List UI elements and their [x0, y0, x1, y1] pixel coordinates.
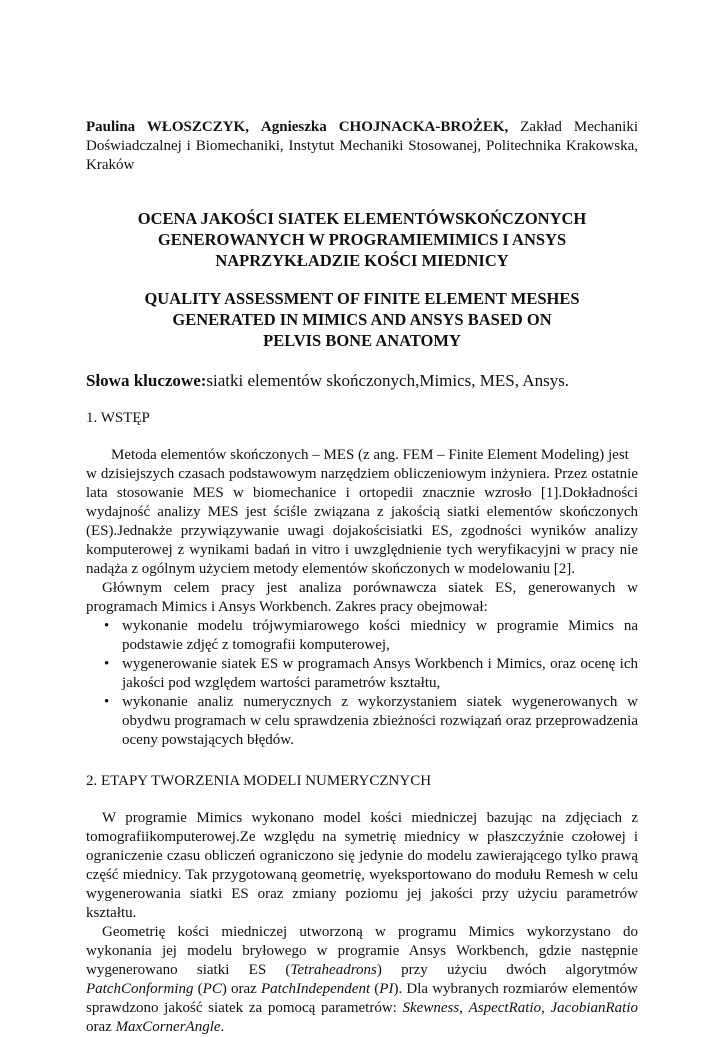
text-run: (: [193, 981, 203, 997]
text-run: ,: [541, 1000, 551, 1016]
italic-term: PC: [202, 981, 222, 997]
list-item-text: wygenerowanie siatek ES w programach Ansys Workbench i Mimics, oraz ocenę ich jakości pod względem wartości parametrów kształtu,: [122, 656, 638, 691]
text-run: .: [220, 1019, 225, 1035]
document-page: [86, 118, 638, 1037]
text-run: ) oraz: [221, 981, 261, 997]
bullet-icon: •: [104, 694, 110, 710]
italic-term: PatchConforming: [86, 981, 194, 997]
keywords: [86, 370, 638, 392]
title-pl-line-1: OCENA JAKOŚCI SIATEK ELEMENTÓWSKOŃCZONYCH: [137, 209, 587, 228]
italic-term: Skewness: [402, 1000, 460, 1016]
author-2: Agnieszka CHOJNACKA-BROŻEK,: [260, 119, 509, 135]
text-run: (: [370, 981, 380, 997]
section-1-heading: 1. WSTĘP: [86, 410, 150, 426]
list-item: [104, 655, 638, 693]
bullet-icon: •: [104, 656, 110, 672]
affiliation: Zakład Mechaniki Doświadczalnej i Biomechaniki, Instytut Mechaniki Stosowanej, Politechnika Krakowska, Kraków: [86, 119, 638, 173]
italic-term: PatchIndependent: [261, 981, 371, 997]
italic-term: MaxCornerAngle: [115, 1019, 221, 1035]
italic-term: JacobianRatio: [550, 1000, 638, 1016]
section-1-paragraph-1: w dzisiejszych czasach podstawowym narzędziem obliczeniowym inżyniera. Przez ostatnie lata stosowanie MES w biomechanice i ortopedii znacznie wzrosło [1].Dokładności wydajność analizy MES jest ściśle związana z jakością siatki elementów skończonych (ES).Jednakże przywiązywanie uwagi dojakościsiatki ES, zgodności wyników analizy komputerowej z wynikami badań in vitro i uwzględnienie tych weryfikacyjni w pracy nie nadąża z ogólnym użyciem metody elementów skończonych w modelowaniu [2].: [86, 466, 638, 577]
italic-term: Tetraheadrons: [290, 962, 377, 978]
author-1: Paulina WŁOSZCZYK,: [86, 119, 249, 135]
text-run: ) przy użyciu dwóch algorytmów: [376, 962, 638, 978]
title-en-line-3: PELVIS BONE ANATOMY: [263, 331, 461, 350]
text-run: oraz: [86, 1019, 116, 1035]
list-item-text: wykonanie analiz numerycznych z wykorzystaniem siatek wygenerowanych w obydwu programach w celu sprawdzenia zbieżności rozwiązań oraz przeprowadzenia oceny powstających błędów.: [122, 694, 638, 748]
section-1-paragraph-2: Głównym celem pracy jest analiza porównawcza siatek ES, generowanych w programach Mimics i Ansys Workbench. Zakres pracy obejmował:: [86, 580, 638, 615]
author-affiliation: [86, 118, 638, 175]
text-run: Geometrię kości miedniczej utworzoną w programu Mimics wykorzystano do wykonania jej modelu bryłowego w programie Ansys Workbench, gdzie następnie wygenerowano siatki ES (: [86, 924, 638, 978]
section-2-paragraph-1: W programie Mimics wykonano model kości miedniczej bazując na zdjęciach z tomografiikomputerowej.Ze względu na symetrię miednicy w płaszczyźnie czołowej i ograniczenie czasu obliczeń ograniczono się jedynie do modelu zawierającego tylko prawą część miednicy. Tak przygotowaną geometrię, wyeksportowano do modułu Remesh w celu wygenerowania siatki ES oraz zmiany poziomu jej jakości przy użyciu parametrów kształtu.: [86, 810, 638, 921]
italic-term: PI: [379, 981, 394, 997]
title-en-line-2: GENERATED IN MIMICS AND ANSYS BASED ON: [172, 310, 552, 329]
title-pl-line-2: GENEROWANYCH W PROGRAMIEMIMICS I ANSYS: [157, 230, 567, 249]
section-1-paragraph-1-line-1: Metoda elementów skończonych – MES (z ang. FEM – Finite Element Modeling) jest: [111, 447, 629, 463]
title-pl-line-3: NAPRZYKŁADZIE KOŚCI MIEDNICY: [215, 251, 509, 270]
section-2-heading: 2. ETAPY TWORZENIA MODELI NUMERYCZNYCH: [86, 773, 432, 789]
list-item-text: wykonanie modelu trójwymiarowego kości miednicy w programie Mimics na podstawie zdjęć z tomografii komputerowej,: [122, 618, 638, 653]
keywords-label: Słowa kluczowe:: [86, 371, 207, 390]
keywords-value: siatki elementów skończonych,Mimics, MES, Ansys.: [206, 371, 570, 390]
scope-list: [86, 617, 638, 750]
title-polish: [86, 208, 638, 271]
bullet-icon: •: [104, 618, 110, 634]
title-en-line-1: QUALITY ASSESSMENT OF FINITE ELEMENT MESHES: [144, 289, 580, 308]
text-run: ,: [459, 1000, 469, 1016]
title-english: [86, 288, 638, 351]
text-run: ). Dla wybranych rozmiarów elementów sprawdzono jakość siatek za pomocą parametrów:: [86, 981, 638, 1016]
section-2-paragraph-2: [86, 923, 638, 1037]
italic-term: AspectRatio: [468, 1000, 542, 1016]
list-item: [104, 617, 638, 655]
list-item: [104, 693, 638, 750]
